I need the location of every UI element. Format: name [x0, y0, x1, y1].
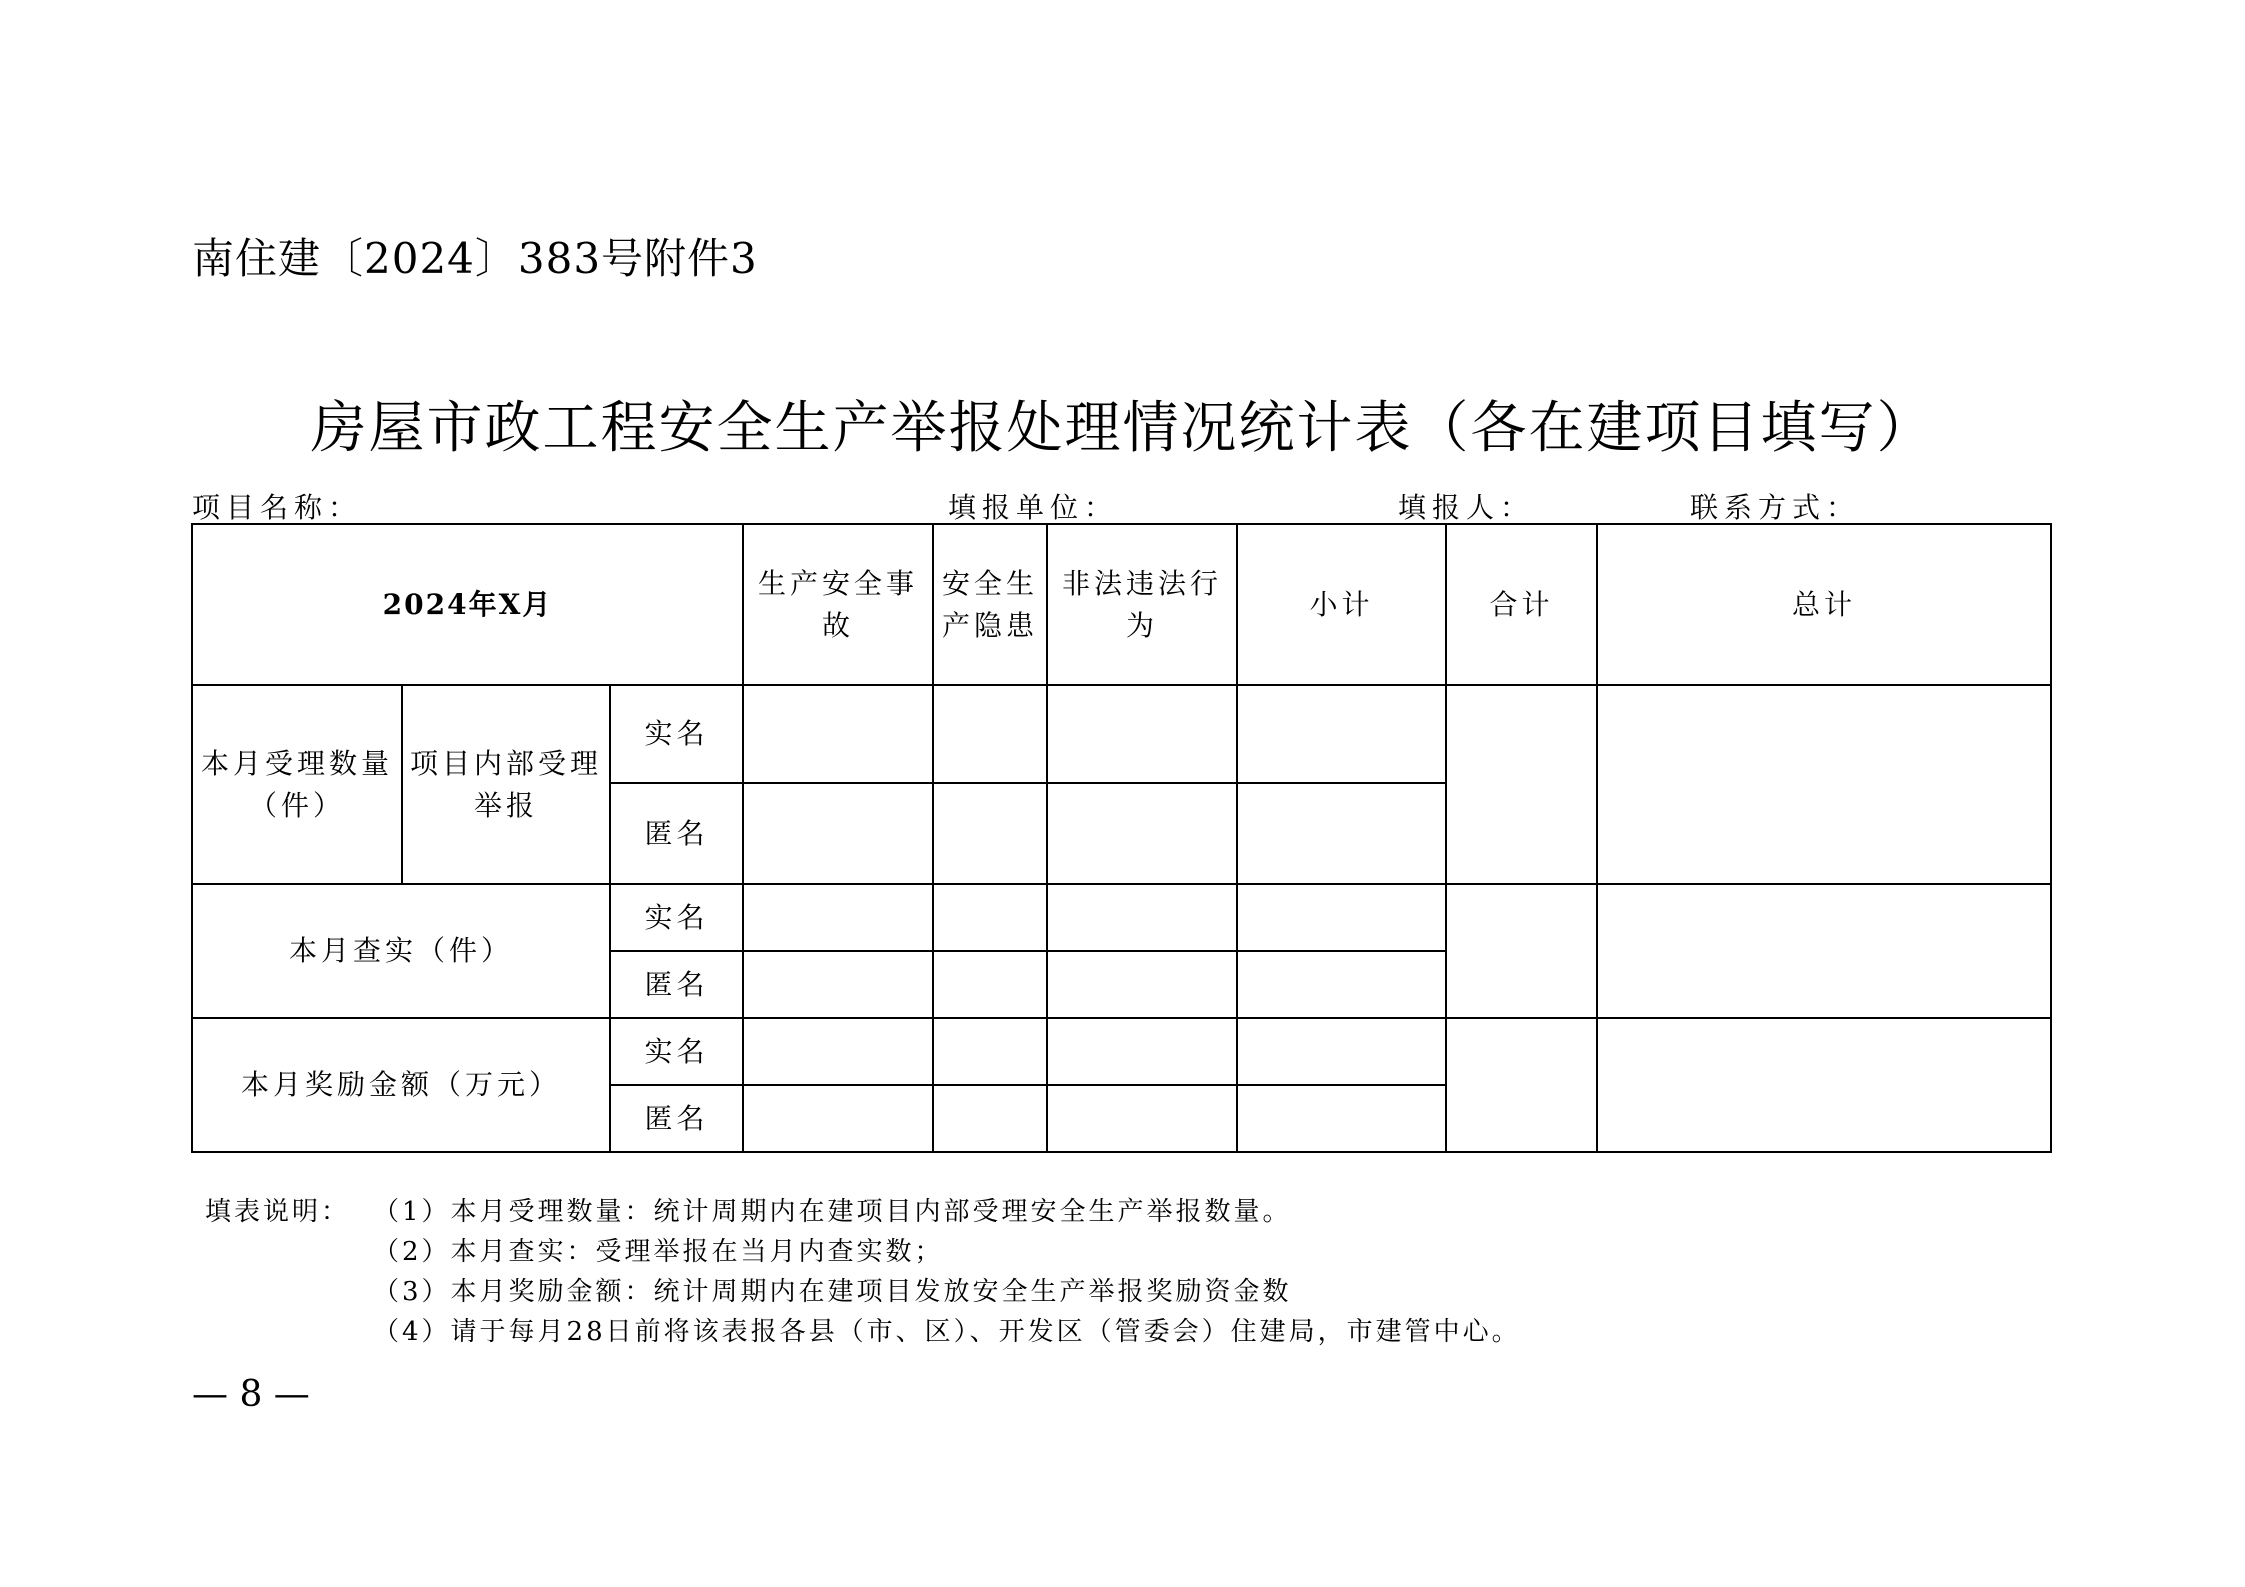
- table-cell[interactable]: [1597, 685, 2051, 884]
- table-cell[interactable]: [1047, 951, 1237, 1018]
- table-cell[interactable]: [1047, 1018, 1237, 1085]
- table-row: [192, 685, 2051, 783]
- page-number: — 8 —: [192, 1374, 310, 1415]
- table-cell[interactable]: [1047, 884, 1237, 951]
- header-total: 合计: [1446, 524, 1597, 685]
- note-item: （1）本月受理数量：统计周期内在建项目内部受理安全生产举报数量。: [373, 1197, 1292, 1227]
- row-label-anonymous: 匿名: [610, 1085, 743, 1152]
- notes-label: 填表说明：: [205, 1197, 351, 1227]
- table-cell[interactable]: [1597, 884, 2051, 1018]
- unit-label: 填报单位：: [948, 491, 1119, 524]
- header-illegal-behavior: 非法违法行为: [1047, 524, 1237, 685]
- table-row: [192, 1018, 2051, 1085]
- table-cell[interactable]: [1446, 685, 1597, 884]
- table-cell[interactable]: [1237, 884, 1446, 951]
- statistics-table: [191, 523, 2052, 1153]
- table-cell[interactable]: [933, 1085, 1047, 1152]
- table-cell[interactable]: [1237, 1018, 1446, 1085]
- table-cell[interactable]: [1237, 951, 1446, 1018]
- table-cell[interactable]: [1237, 783, 1446, 884]
- table-cell[interactable]: [933, 1018, 1047, 1085]
- table-cell[interactable]: [1446, 884, 1597, 1018]
- table-cell[interactable]: [743, 951, 933, 1018]
- row-label-internal: 项目内部受理举报: [402, 685, 610, 884]
- table-cell[interactable]: [1446, 1018, 1597, 1152]
- header-subtotal: 小计: [1237, 524, 1446, 685]
- document-reference: 南住建〔2024〕383号附件3: [192, 234, 758, 283]
- table-cell[interactable]: [933, 783, 1047, 884]
- person-label: 填报人：: [1398, 491, 1535, 524]
- row-label-real-name: 实名: [610, 884, 743, 951]
- table-cell[interactable]: [933, 685, 1047, 783]
- table-cell[interactable]: [933, 884, 1047, 951]
- row-label-anonymous: 匿名: [610, 951, 743, 1018]
- table-cell[interactable]: [1047, 1085, 1237, 1152]
- project-name-label: 项目名称：: [192, 491, 363, 524]
- table-cell[interactable]: [1597, 1018, 2051, 1152]
- table-cell[interactable]: [1047, 783, 1237, 884]
- page-title: 房屋市政工程安全生产举报处理情况统计表（各在建项目填写）: [310, 396, 1935, 461]
- table-cell[interactable]: [743, 1085, 933, 1152]
- row-label-anonymous: 匿名: [610, 783, 743, 884]
- table-cell[interactable]: [743, 884, 933, 951]
- period-header: 2024年X月: [192, 524, 743, 685]
- header-grand-total: 总计: [1597, 524, 2051, 685]
- note-item: （2）本月查实：受理举报在当月内查实数；: [373, 1237, 944, 1267]
- header-row: [192, 524, 2051, 685]
- row-label-verified: 本月查实（件）: [192, 884, 610, 1018]
- filling-notes: [205, 1192, 1521, 1352]
- table-cell[interactable]: [743, 1018, 933, 1085]
- table-cell[interactable]: [933, 951, 1047, 1018]
- header-safety-hazard: 安全生产隐患: [933, 524, 1047, 685]
- header-production-accident: 生产安全事故: [743, 524, 933, 685]
- table-cell[interactable]: [743, 783, 933, 884]
- note-line: [205, 1192, 1521, 1232]
- note-line: [205, 1272, 1521, 1312]
- note-item: （4）请于每月28日前将该表报各县（市、区）、开发区（管委会）住建局，市建管中心。: [373, 1317, 1521, 1347]
- table-row: [192, 884, 2051, 951]
- table-cell[interactable]: [1237, 685, 1446, 783]
- row-label-real-name: 实名: [610, 1018, 743, 1085]
- table-cell[interactable]: [743, 685, 933, 783]
- row-label-accepted: 本月受理数量（件）: [192, 685, 402, 884]
- contact-label: 联系方式：: [1690, 491, 1861, 524]
- table-cell[interactable]: [1237, 1085, 1446, 1152]
- table-cell[interactable]: [1047, 685, 1237, 783]
- note-item: （3）本月奖励金额：统计周期内在建项目发放安全生产举报奖励资金数: [373, 1277, 1292, 1307]
- note-line: [205, 1232, 1521, 1272]
- row-label-real-name: 实名: [610, 685, 743, 783]
- row-label-reward: 本月奖励金额（万元）: [192, 1018, 610, 1152]
- note-line: [205, 1312, 1521, 1352]
